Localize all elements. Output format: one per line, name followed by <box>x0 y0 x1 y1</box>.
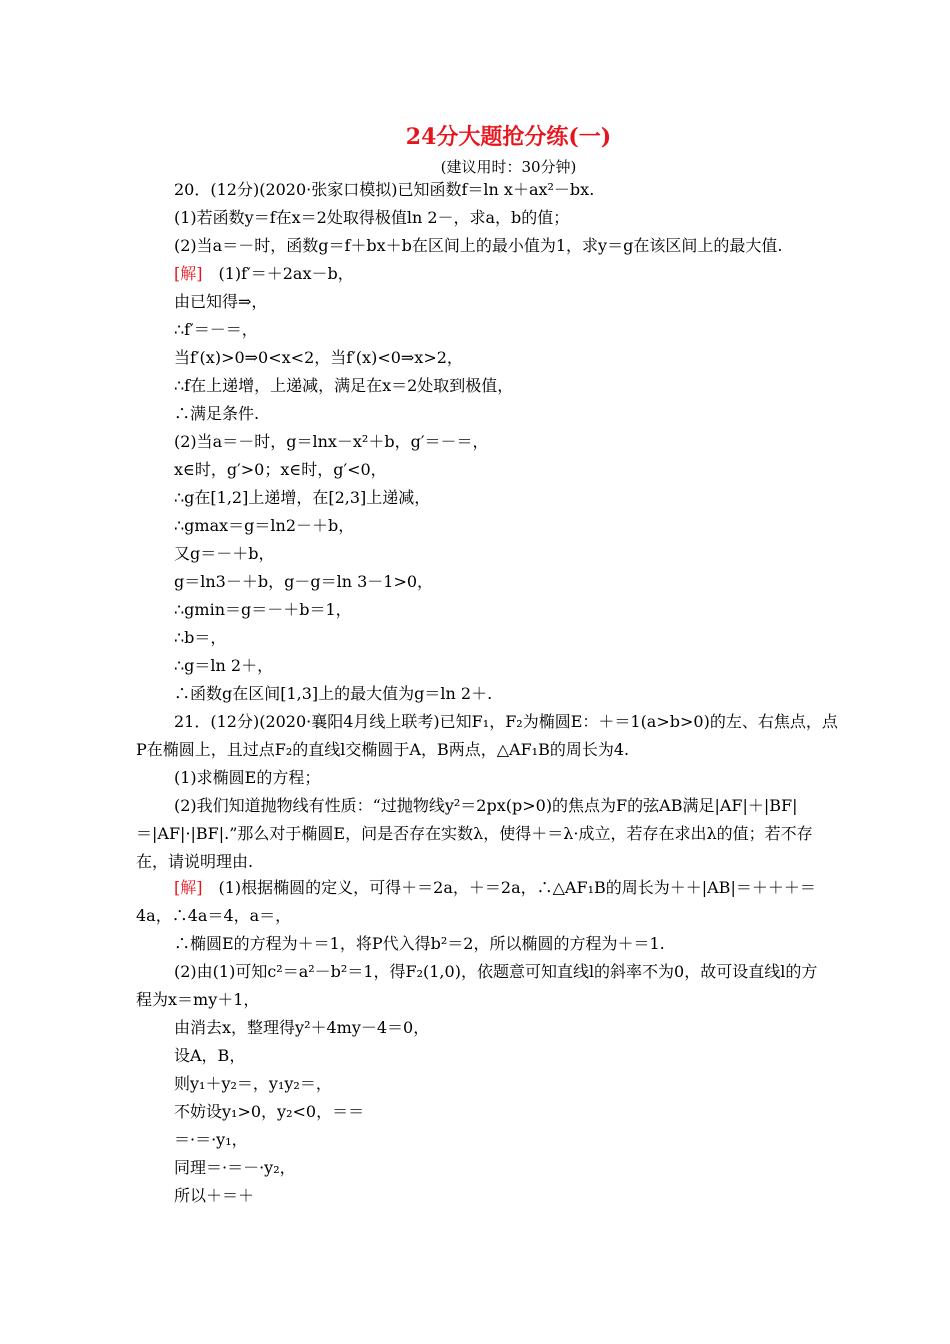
text-line: (1)求椭圆E的方程； <box>174 768 321 787</box>
text-line: ∴gmin＝g＝－＋b＝1， <box>174 600 352 619</box>
text-line: P在椭圆上，且过点F₂的直线l交椭圆于A，B两点，△AF₁B的周长为4. <box>136 740 630 759</box>
text-line: g＝ln3－＋b，g－g＝ln 3－1>0， <box>174 572 434 591</box>
text-line: ∴满足条件. <box>174 404 260 423</box>
text-line: 在，请说明理由. <box>136 852 254 871</box>
text-line: 不妨设y₁>0，y₂<0，＝＝ <box>174 1102 365 1121</box>
text-line: 设A，B， <box>174 1046 246 1065</box>
text-line: ∴f在上递增，上递减，满足在x＝2处取到极值， <box>174 376 514 395</box>
text-line: (2)当a＝－时，g＝lnx－x²＋b，g′＝－＝， <box>174 432 489 451</box>
text-line: ∴g在[1,2]上递增，在[2,3]上递减， <box>174 488 431 507</box>
text-line: 由消去x，整理得y²＋4my－4＝0， <box>174 1018 430 1037</box>
text-line: 所以＋＝＋ <box>174 1186 255 1205</box>
text-line: 则y₁＋y₂＝，y₁y₂＝， <box>174 1074 332 1093</box>
text-line: ∴g＝ln 2＋， <box>174 656 274 675</box>
text-line: [解] (1)f′＝＋2ax－b， <box>174 264 354 283</box>
solution-marker: [解] <box>174 264 203 283</box>
text-line: [解] (1)根据椭圆的定义，可得＋＝2a，＋＝2a，∴△AF₁B的周长为＋＋|AB|＝＋＋＋＝ <box>174 878 816 897</box>
text-line: (2)由(1)可知c²＝a²－b²＝1，得F₂(1,0)，依题意可知直线l的斜率不为0，故可设直线l的方 <box>174 962 818 981</box>
text-line: 4a，∴4a＝4，a＝， <box>136 906 292 925</box>
text-line: 又g＝－＋b， <box>174 544 275 563</box>
page-title: 24分大题抢分练(一) <box>405 124 612 150</box>
text-line: ∴b＝， <box>174 628 227 647</box>
text-line: 同理＝·＝－·y₂， <box>174 1158 296 1177</box>
text-line: (2)当a＝－时，函数g＝f＋bx＋b在区间上的最小值为1，求y＝g在该区间上的最大值. <box>174 236 783 255</box>
text-line: 20．(12分)(2020·张家口模拟)已知函数f＝ln x＋ax²－bx. <box>174 180 595 199</box>
text-line: (2)我们知道抛物线有性质：“过抛物线y²＝2px(p>0)的焦点为F的弦AB满足|AF|＋|BF| <box>174 796 798 815</box>
text-line: (1)若函数y＝f在x＝2处取得极值ln 2－，求a，b的值； <box>174 208 570 227</box>
page-subtitle: (建议用时：30分钟) <box>440 158 577 176</box>
text-line: ∴gmax＝g＝ln2－＋b， <box>174 516 355 535</box>
text-line: ∴函数g在区间[1,3]上的最大值为g＝ln 2＋. <box>174 684 493 703</box>
text-line: 程为x＝my＋1， <box>136 990 260 1009</box>
text-line: ＝·＝·y₁， <box>174 1130 248 1149</box>
text-line: 当f′(x)>0⇒0<x<2，当f′(x)<0⇒x>2， <box>174 348 463 367</box>
solution-marker: [解] <box>174 878 203 897</box>
text-line: 由已知得⇒， <box>174 292 268 311</box>
text-line: ＝|AF|·|BF|.”那么对于椭圆E，问是否存在实数λ，使得＋＝λ·成立，若存在求出λ的值；若不存 <box>136 824 813 843</box>
text-line: ∴椭圆E的方程为＋＝1，将P代入得b²＝2，所以椭圆的方程为＋＝1. <box>174 934 665 953</box>
text-line: ∴f′＝－＝， <box>174 320 258 339</box>
text-line: 21．(12分)(2020·襄阳4月线上联考)已知F₁，F₂为椭圆E：＋＝1(a>b>0)的左、右焦点，点 <box>174 712 838 731</box>
text-line: x∈时，g′>0；x∈时，g′<0， <box>174 460 387 479</box>
